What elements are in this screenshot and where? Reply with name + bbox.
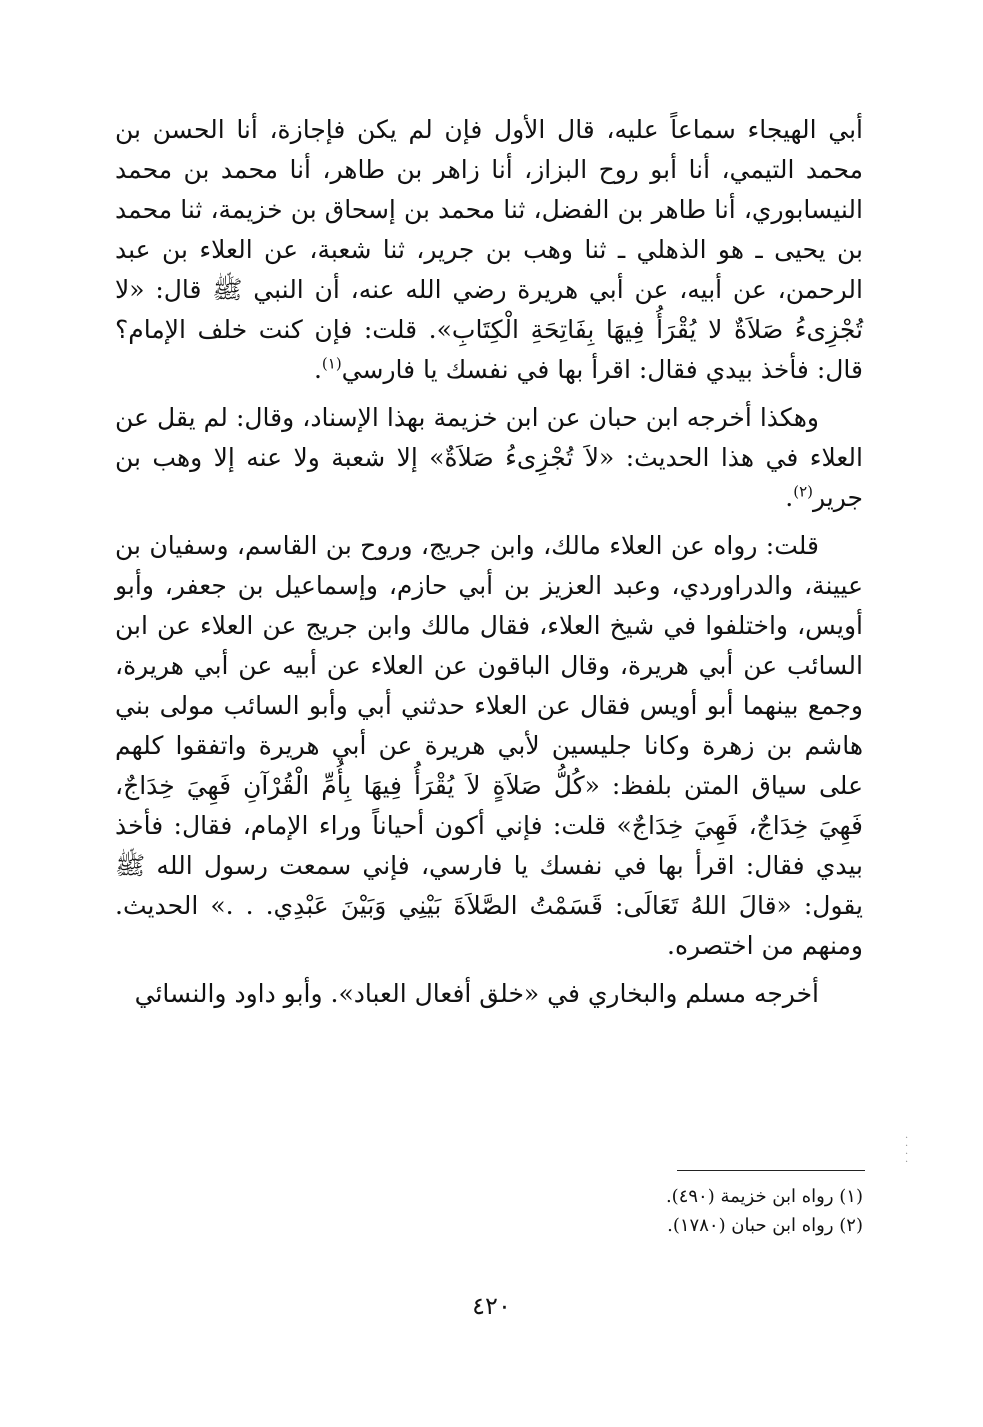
paragraph-1 — [115, 110, 863, 390]
footnotes — [263, 1182, 863, 1240]
paragraph-2-end: . — [785, 483, 794, 512]
paragraph-4: أخرجه مسلم والبخاري في «خلق أفعال العباد». وأبو داود والنسائي — [134, 979, 819, 1008]
gutter-marks: · · · · — [905, 1133, 909, 1168]
paragraph-2-text: وهكذا أخرجه ابن حبان عن ابن خزيمة بهذا الإسناد، وقال: لم يقل عن العلاء في هذا الحديث: «لاَ تُجْزِىءُ صَلاَةٌ» إلا شعبة ولا عنه إلا وهب بن جرير — [115, 403, 863, 512]
paragraph-1-text: أبي الهيجاء سماعاً عليه، قال الأول فإن لم يكن فإجازة، أنا الحسن بن محمد التيمي، أنا أبو روح البزاز، أنا زاهر بن طاهر، أنا محمد بن محمد النيسابوري، أنا طاهر بن الفضل، ثنا محمد بن إسحاق بن خزيمة، ثنا محمد بن يحيى ـ هو الذهلي ـ ثنا وهب بن جرير، ثنا شعبة، عن العلاء بن عبد الرحمن، عن أبيه، عن أبي هريرة رضي الله عنه، أن النبي ﷺ قال: «لا تُجْزِىءُ صَلاَةٌ لا يُقْرَأُ فِيهَا بِفَاتِحَةِ الْكِتَابِ». قلت: فإن كنت خلف الإمام؟ قال: فأخذ بيدي فقال: اقرأ بها في نفسك يا فارسي — [115, 115, 863, 384]
paragraph-3: قلت: رواه عن العلاء مالك، وابن جريج، وروح بن القاسم، وسفيان بن عيينة، والدراوردي، وعبد العزيز بن أبي حازم، وإسماعيل بن جعفر، وأبو أويس، واختلفوا في شيخ العلاء، فقال مالك وابن جريج عن العلاء عن ابن السائب عن أبي هريرة، وقال الباقون عن العلاء عن أبيه عن أبي هريرة، وجمع بينهما أبو أويس فقال عن العلاء حدثني أبي وأبو السائب مولى بني هاشم بن زهرة وكانا جليسين لأبي هريرة عن أبي هريرة واتفقوا كلهم على سياق المتن بلفظ: «كُلُّ صَلاَةٍ لاَ يُقْرَأُ فِيهَا بِأُمِّ الْقُرْآنِ فَهِيَ خِدَاجٌ، فَهِيَ خِدَاجٌ، فَهِيَ خِدَاجٌ» قلت: فإني أكون أحياناً وراء الإمام، فقال: فأخذ بيدي فقال: اقرأ بها في نفسك يا فارسي، فإني سمعت رسول الله ﷺ يقول: «قالَ اللهُ تَعَالَى: قَسَمْتُ الصَّلاَةَ بَيْنِي وَبَيْنَ عَبْدِي. . .» الحديث. ومنهم من اختصره. — [115, 531, 864, 960]
page-number: ٤٢٠ — [472, 1292, 511, 1320]
footnote-divider — [677, 1170, 865, 1171]
paragraph-2 — [115, 398, 863, 518]
footnote-2: (٢) رواه ابن حبان (١٧٨٠). — [667, 1215, 863, 1236]
footnote-1: (١) رواه ابن خزيمة (٤٩٠). — [665, 1186, 863, 1207]
footnote-ref-1[interactable]: (١) — [321, 354, 342, 373]
footnote-ref-2[interactable]: (٢) — [793, 482, 813, 501]
paragraph-1-end: . — [313, 355, 322, 384]
main-text — [115, 110, 863, 1022]
